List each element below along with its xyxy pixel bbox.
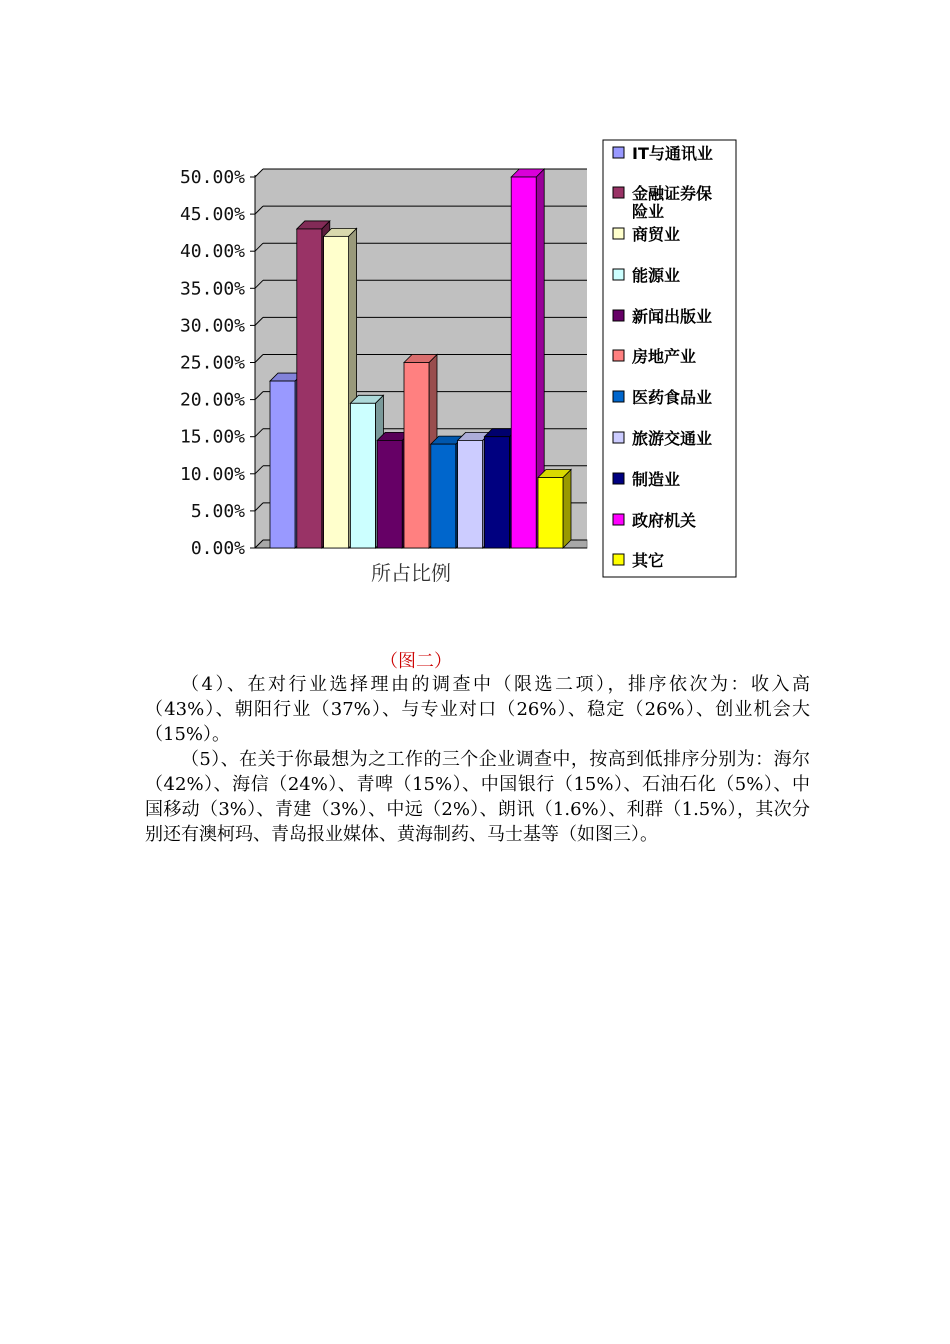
bar-7: [431, 444, 456, 548]
bar-chart-svg: [0, 0, 950, 640]
legend-label-11: 其它: [632, 551, 665, 570]
legend-swatch-1: [613, 147, 624, 158]
paragraph-5: （5）、在关于你最想为之工作的三个企业调查中，按高到低排序分别为：海尔（42%）、海信（24%）、青啤（15%）、中国银行（15%）、石油石化（5%）、中国移动（3%）、青建（3%）、中远（2%）、朗讯（1.6%）、利群（1.5%），其次分别还有澳柯玛、青岛报业媒体、黄海制药、马士基等（如图三）。: [145, 749, 810, 845]
bar-11: [538, 478, 563, 548]
y-tick-label: 25.00%: [179, 352, 245, 374]
legend-swatch-9: [613, 473, 624, 484]
paragraph-4: （4）、在对行业选择理由的调查中（限选二项），排序依次为：收入高（43%）、朝阳行业（37%）、与专业对口（26%）、稳定（26%）、创业机会大（15%）。: [145, 674, 810, 745]
bar-9: [484, 437, 509, 548]
bar-1: [270, 381, 295, 548]
y-tick-label: 0.00%: [190, 538, 245, 559]
bar-3: [324, 236, 349, 548]
y-tick-label: 20.00%: [179, 389, 245, 411]
legend-label-3: 商贸业: [632, 225, 681, 244]
bar-side-11: [563, 470, 571, 548]
y-tick-label: 45.00%: [179, 204, 245, 226]
legend-label-6: 房地产业: [632, 347, 697, 366]
y-tick-label: 40.00%: [179, 241, 245, 263]
y-tick-label: 30.00%: [179, 315, 245, 337]
legend-swatch-3: [613, 228, 624, 239]
bar-4: [350, 403, 375, 548]
legend-swatch-11: [613, 554, 624, 565]
bar-6: [404, 363, 429, 549]
y-tick-label: 5.00%: [190, 500, 245, 522]
bar-10: [511, 177, 536, 548]
legend-swatch-7: [613, 391, 624, 402]
legend-label-9: 制造业: [632, 470, 681, 489]
legend-swatch-10: [613, 514, 624, 525]
legend-label-8: 旅游交通业: [632, 429, 713, 448]
bar-chart: [0, 0, 950, 640]
bar-2: [297, 229, 322, 548]
x-axis-label: 所占比例: [371, 561, 451, 585]
figure-caption: （图二）: [380, 651, 452, 672]
legend-label-4: 能源业: [632, 266, 681, 285]
bar-5: [377, 440, 402, 548]
legend-label-2-line-1: 金融证券保: [632, 184, 713, 203]
legend-swatch-5: [613, 310, 624, 321]
legend-label-10: 政府机关: [632, 511, 697, 530]
legend-swatch-8: [613, 432, 624, 443]
y-tick-label: 50.00%: [179, 167, 245, 188]
y-tick-label: 35.00%: [179, 278, 245, 300]
legend-swatch-6: [613, 350, 624, 361]
legend-swatch-2: [613, 187, 624, 198]
legend-label-5: 新闻出版业: [632, 307, 713, 326]
legend-label-2-line-2: 险业: [632, 202, 665, 221]
bar-8: [458, 440, 483, 548]
y-tick-label: 15.00%: [179, 426, 245, 448]
legend-swatch-4: [613, 269, 624, 280]
y-tick-label: 10.00%: [179, 463, 245, 485]
legend-label-1: IT与通讯业: [632, 144, 713, 163]
legend-label-7: 医药食品业: [632, 388, 713, 407]
